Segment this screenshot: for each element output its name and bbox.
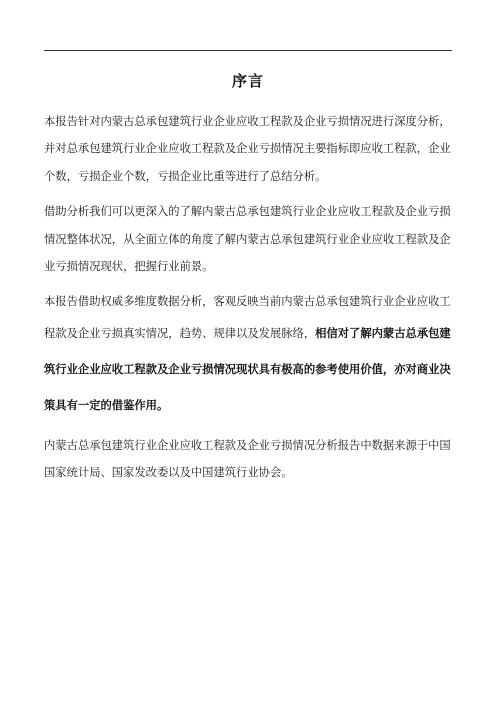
paragraph-value bbox=[44, 288, 454, 423]
document-body bbox=[44, 108, 454, 495]
paragraph-understanding bbox=[44, 198, 454, 280]
paragraph-value-emphasis: 相信对了解内蒙古总承包建筑行业企业应收工程款及企业亏损情况现状具有极高的参考使用价值，亦对商业决策具有一定的借鉴作用。 bbox=[44, 326, 451, 412]
paragraph-data-source bbox=[44, 432, 454, 487]
paragraph-understanding-text: 借助分析我们可以更深入的了解内蒙古总承包建筑行业企业应收工程款及企业亏损情况整体状况，从全面立体的角度了解内蒙古总承包建筑行业企业应收工程款及企业亏损情况现状，把握行业前景。 bbox=[44, 205, 451, 274]
paragraph-scope bbox=[44, 108, 454, 190]
paragraph-data-source-text: 内蒙古总承包建筑行业企业应收工程款及企业亏损情况分析报告中数据来源于中国国家统计局、国家发改委以及中国建筑行业协会。 bbox=[44, 438, 451, 480]
page-title: 序言 bbox=[231, 72, 264, 90]
paragraph-scope-text: 本报告针对内蒙古总承包建筑行业企业应收工程款及企业亏损情况进行深度分析，并对总承包建筑行业企业应收工程款及企业亏损情况主要指标即应收工程款，企业个数，亏损企业个数，亏损企业比重等进行了总结分析。 bbox=[44, 115, 451, 183]
header-divider bbox=[44, 50, 452, 51]
paragraph-value-text: 本报告借助权威多维度数据分析，客观反映当前内蒙古总承包建筑行业企业应收工程款及企业亏损真实情况，趋势、规律以及发展脉络， bbox=[44, 295, 451, 340]
